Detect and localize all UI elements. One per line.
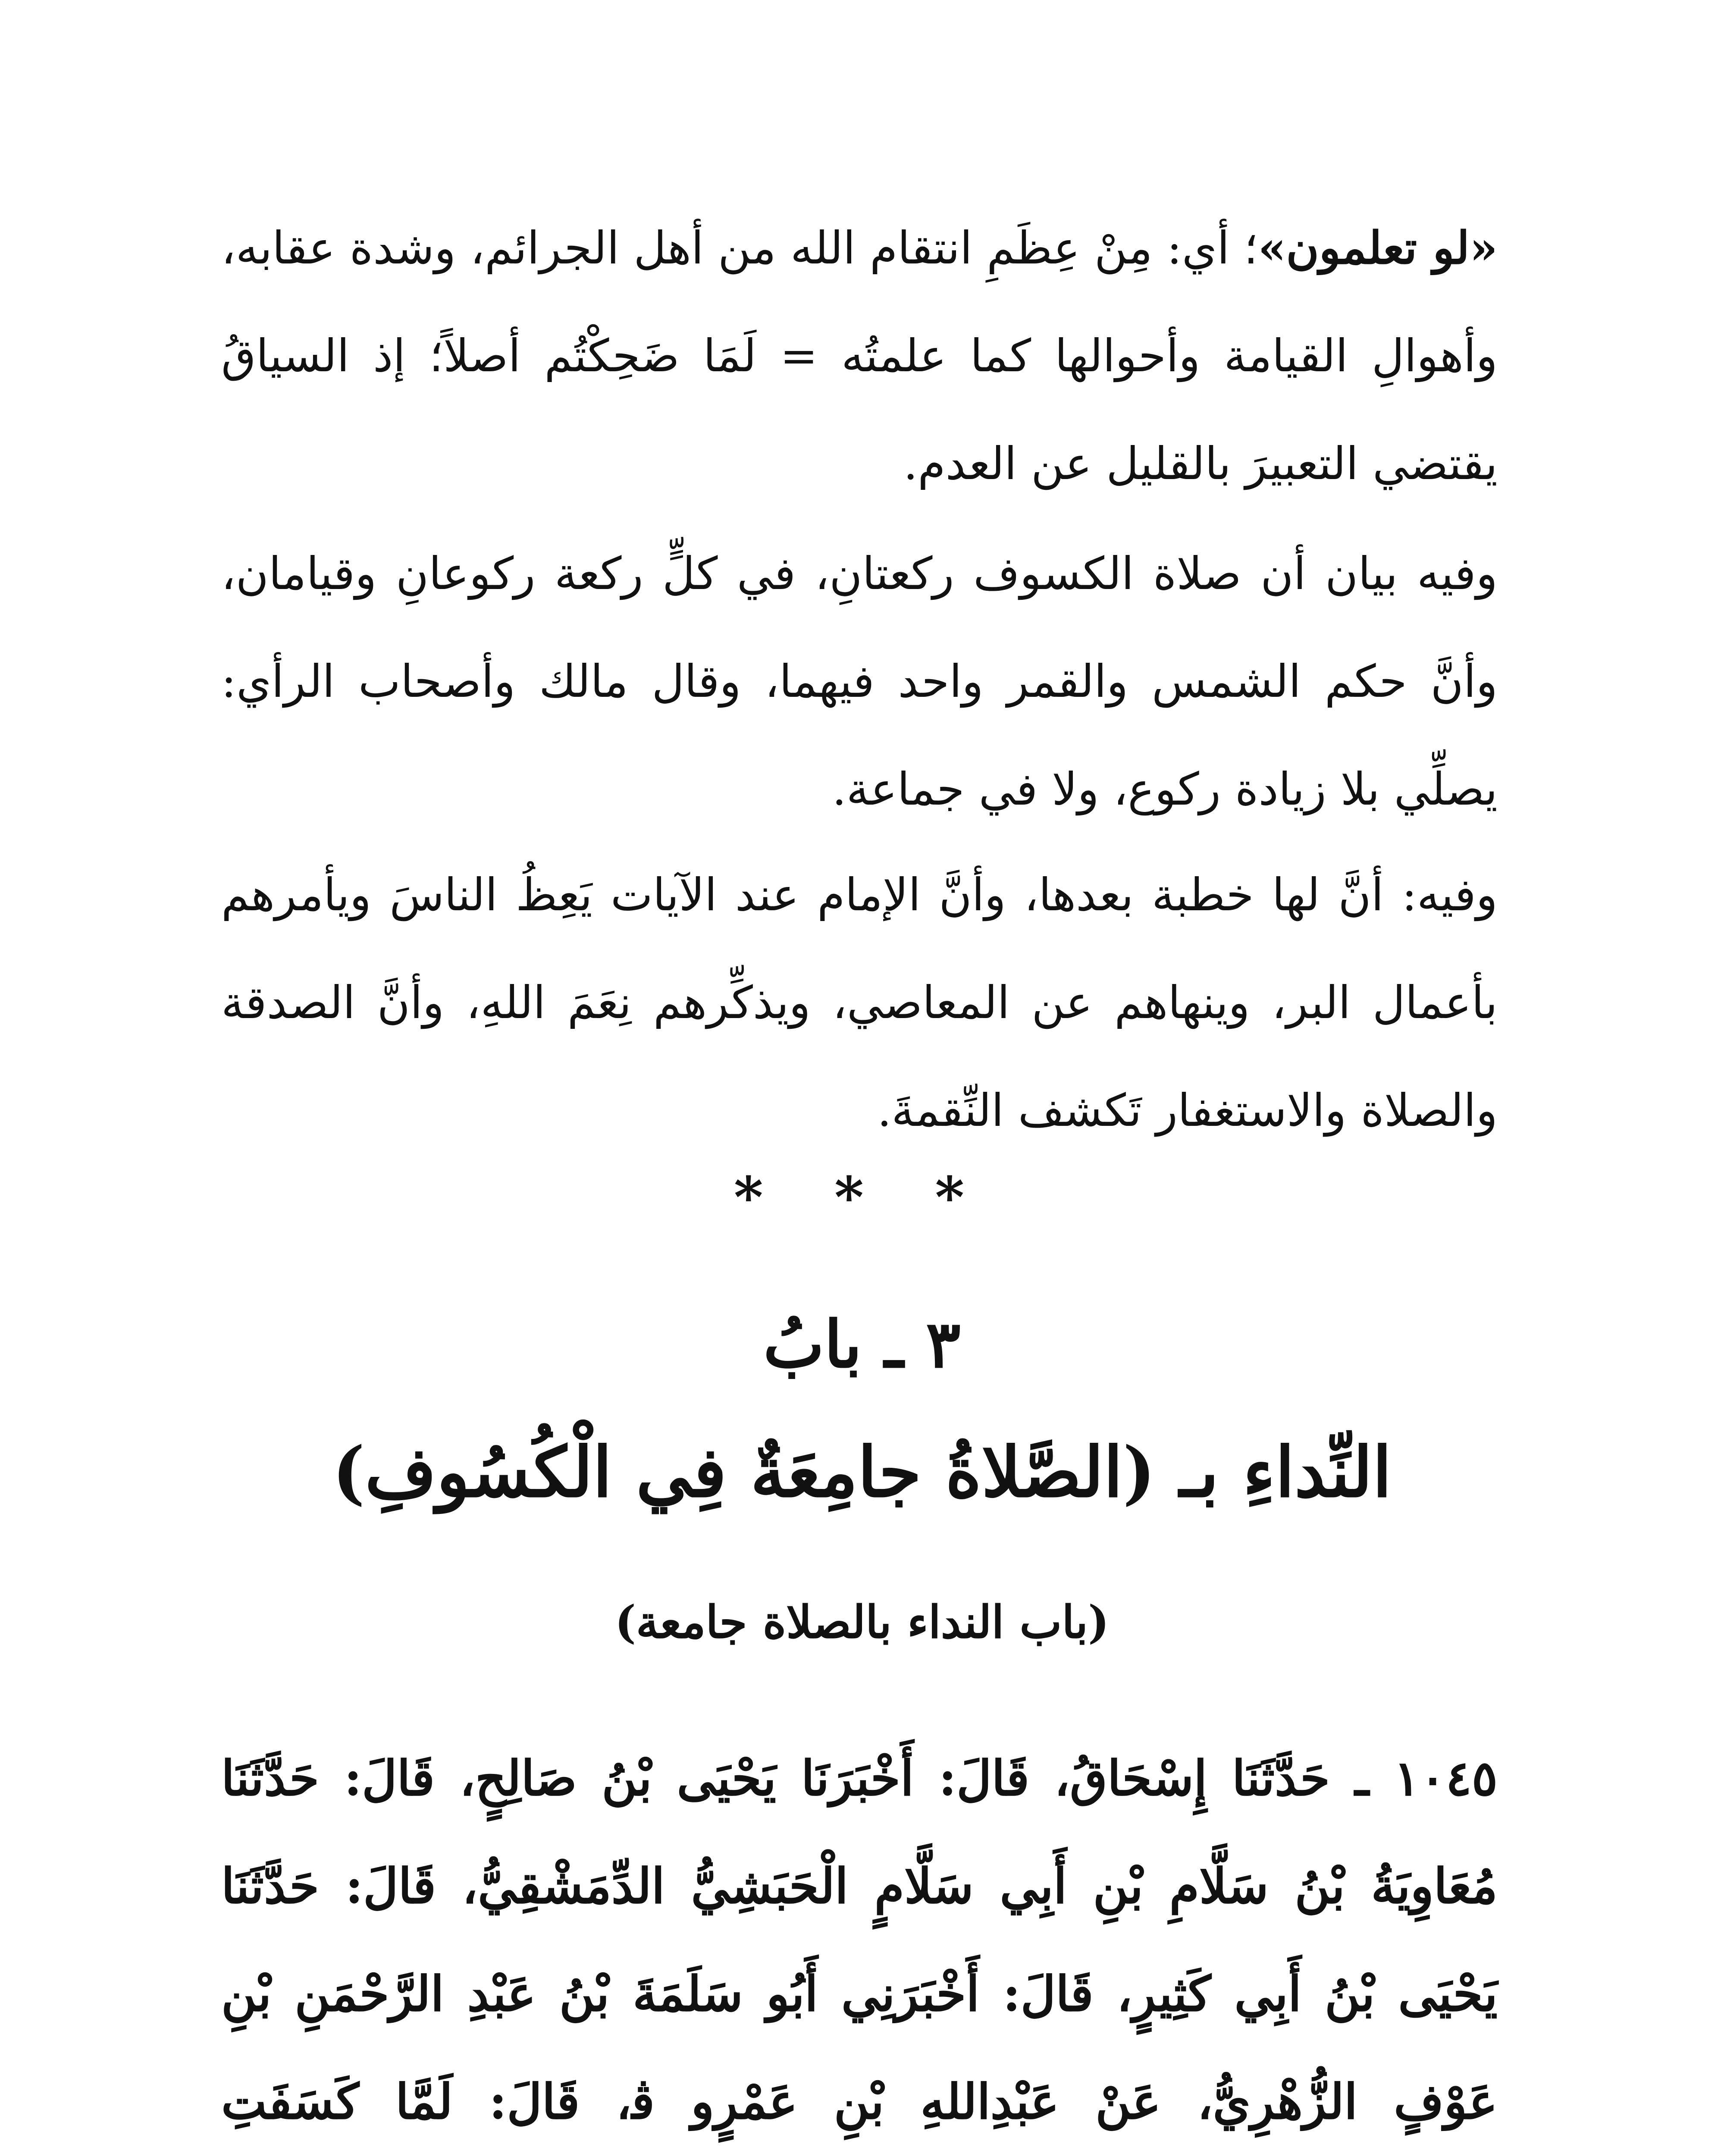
chapter-title: النِّداءِ بـ (الصَّلاةُ جامِعَةٌ فِي الْكُسُوفِ) (332, 1432, 1392, 1513)
quoted-phrase: «لو تعلمون» (1258, 221, 1498, 274)
chapter-number: ٣ ـ بابُ (763, 1307, 961, 1382)
paragraph-commentary-3: وفيه: أنَّ لها خطبة بعدها، وأنَّ الإمام عند الآيات يَعِظُ الناسَ ويأمرهم بأعمال البر، وينهاهم عن المعاصي، ويذكِّرهم نِعَمَ اللهِ، وأنَّ الصدقة والصلاة والاستغفار تَكشف النِّقمةَ. (221, 868, 1498, 1137)
paragraph-1-text: ؛ أي: مِنْ عِظَمِ انتقام الله من أهل الجرائم، وشدة عقابه، وأهوالِ القيامة وأحوالها كما علمتُه = لَمَا ضَحِكْتُم أصلاً؛ إذ السياقُ يقتضي التعبيرَ بالقليل عن العدم. (221, 222, 1498, 490)
chapter-subtitle: (باب النداء بالصلاة جامعة) (614, 1595, 1110, 1648)
paragraph-commentary-1 (221, 194, 1498, 517)
paragraph-commentary-2: وفيه بيان أن صلاة الكسوف ركعتانِ، في كلٍّ ركعة ركوعانِ وقيامان، وأنَّ حكم الشمس والقمر واحد فيهما، وقال مالك وأصحاب الرأي: يصلِّي بلا زيادة ركوع، ولا في جماعة. (221, 547, 1498, 815)
hadith-text (221, 1725, 1498, 2156)
hadith-body: حَدَّثَنَا إِسْحَاقُ، قَالَ: أَخْبَرَنَا يَحْيَى بْنُ صَالِحٍ، قَالَ: حَدَّثَنَا مُعَاوِيَةُ بْنُ سَلَّامِ بْنِ أَبِي سَلَّامٍ الْحَبَشِيُّ الدِّمَشْقِيُّ، قَالَ: حَدَّثَنَا يَحْيَى بْنُ أَبِي كَثِيرٍ، قَالَ: أَخْبَرَنِي أَبُو سَلَمَةَ بْنُ عَبْدِ الرَّحْمَنِ بْنِ عَوْفٍ الزُّهْرِيُّ، عَنْ عَبْدِاللهِ بْنِ عَمْرٍو ﭬ، قَالَ: لَمَّا كَسَفَتِ (221, 1750, 1498, 2130)
hadith-number: ١٠٤٥ ـ (1354, 1750, 1498, 1807)
section-separator: * * * (733, 1164, 991, 1230)
